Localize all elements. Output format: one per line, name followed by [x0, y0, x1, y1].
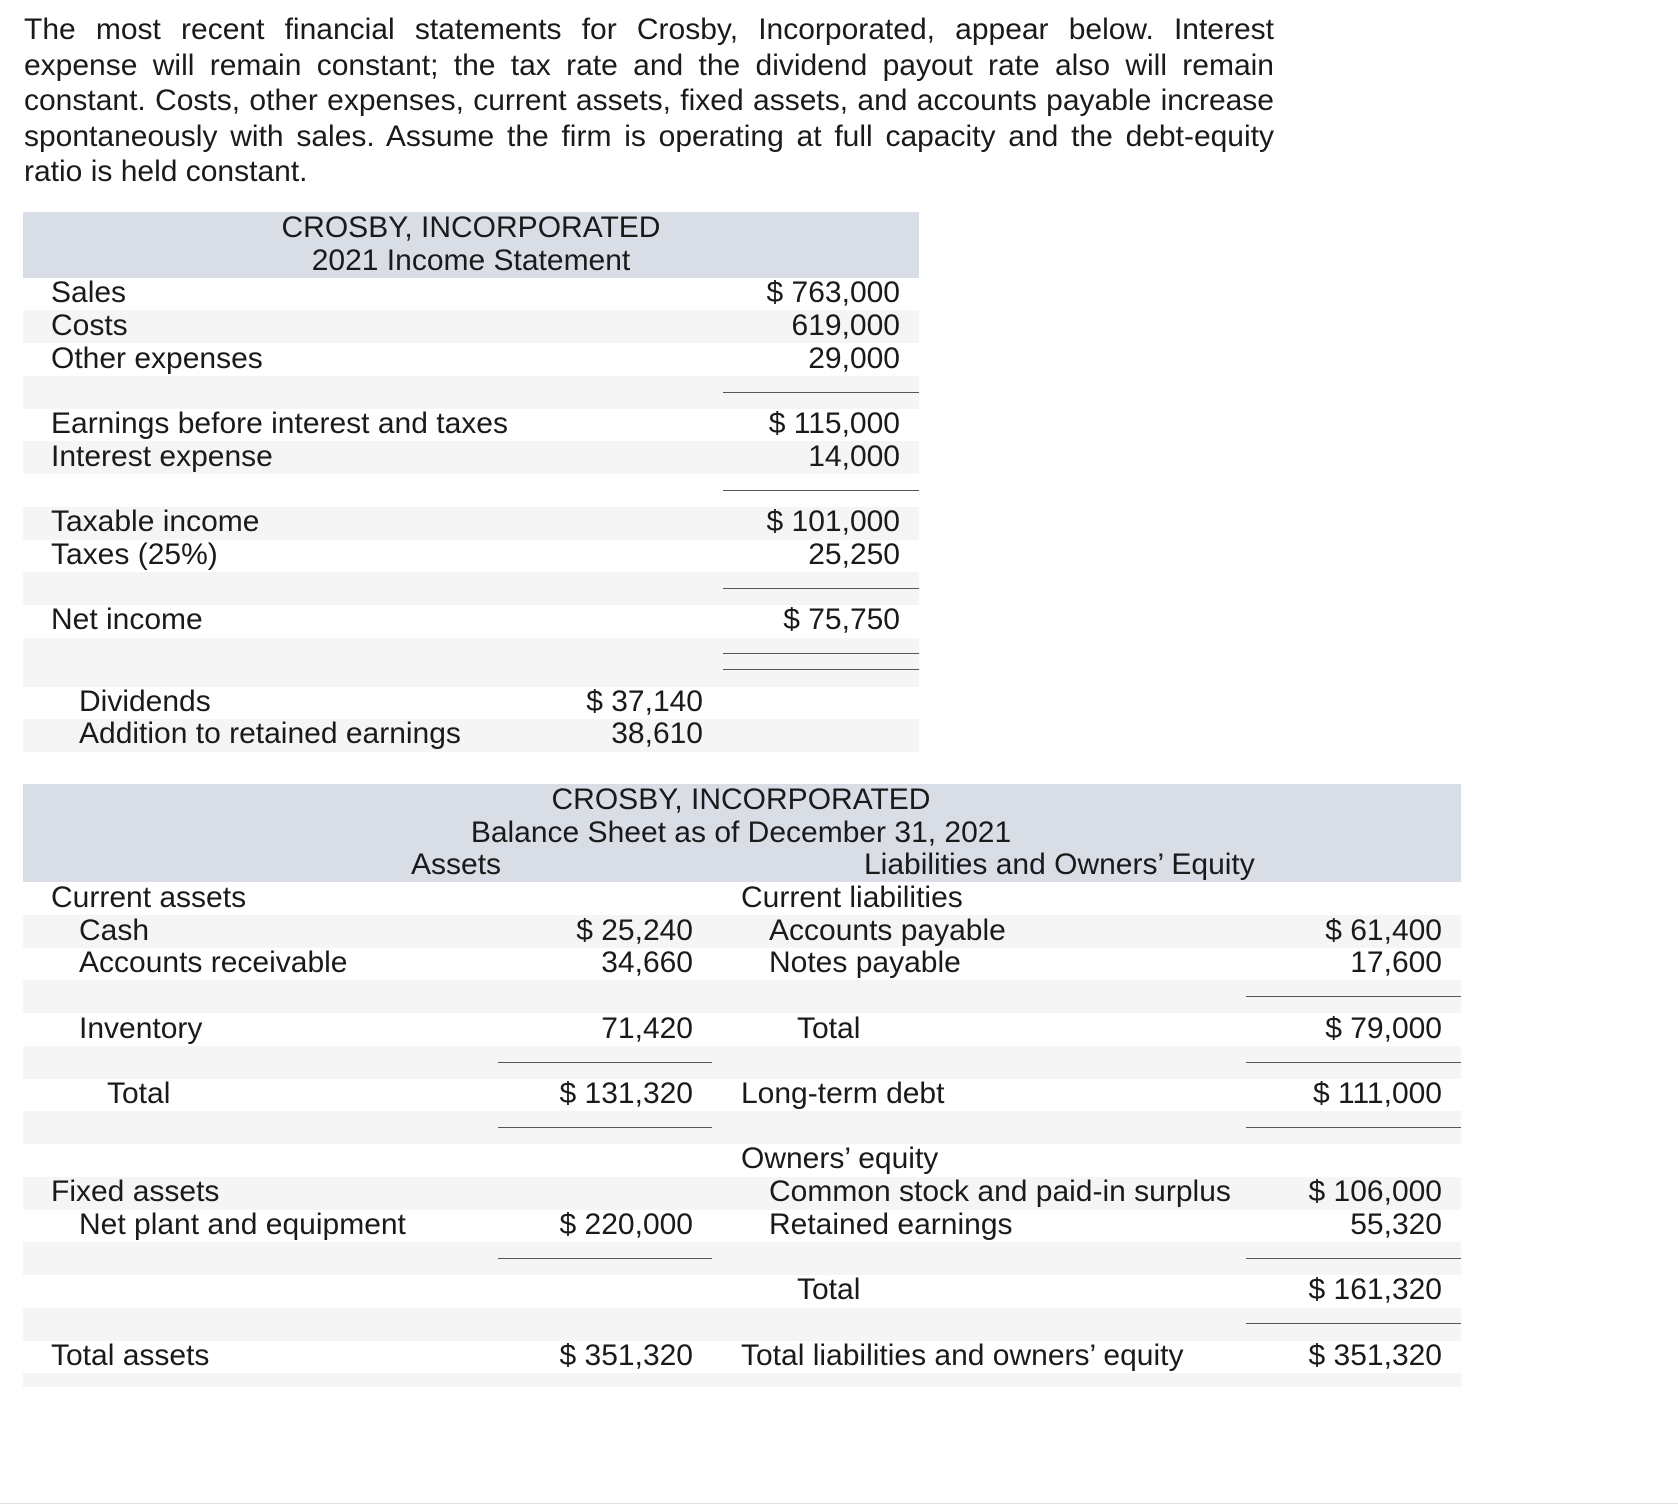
total-assets-label: Total assets [51, 1339, 210, 1372]
net-plant-label: Net plant and equipment [79, 1208, 406, 1241]
stripe [23, 638, 919, 687]
underline [1246, 1323, 1461, 1324]
underline [498, 1127, 712, 1128]
accounts-payable-value: $ 61,400 [1325, 914, 1442, 947]
underline [723, 490, 919, 491]
taxable-income-value: $ 101,000 [766, 505, 900, 538]
dividends-value: $ 37,140 [586, 685, 703, 718]
current-liabilities-total-value: $ 79,000 [1325, 1012, 1442, 1045]
ebit-label: Earnings before interest and taxes [51, 407, 508, 440]
net-plant-value: $ 220,000 [559, 1208, 693, 1241]
addition-re-label: Addition to retained earnings [79, 717, 461, 750]
underline [1246, 1258, 1461, 1259]
cash-label: Cash [79, 914, 150, 947]
total-assets-value: $ 351,320 [559, 1339, 693, 1372]
balance-title: Balance Sheet as of December 31, 2021 [470, 816, 1012, 849]
accounts-receivable-label: Accounts receivable [79, 946, 348, 979]
notes-payable-label: Notes payable [769, 946, 961, 979]
other-expenses-value: 29,000 [808, 342, 900, 375]
underline [498, 1258, 712, 1259]
underline [1246, 996, 1461, 997]
net-income-value: $ 75,750 [783, 603, 900, 636]
income-company: CROSBY, INCORPORATED [281, 211, 661, 244]
stripe [23, 1308, 1461, 1341]
dividends-label: Dividends [79, 685, 211, 718]
accounts-payable-label: Accounts payable [769, 914, 1006, 947]
long-term-debt-value: $ 111,000 [1312, 1077, 1442, 1110]
taxes-value: 25,250 [808, 538, 900, 571]
current-assets-label: Current assets [51, 881, 247, 914]
retained-earnings-label: Retained earnings [769, 1208, 1013, 1241]
other-expenses-label: Other expenses [51, 342, 263, 375]
page-divider [0, 1503, 1678, 1504]
addition-re-value: 38,610 [611, 717, 703, 750]
owners-equity-total-value: $ 161,320 [1308, 1273, 1442, 1306]
ebit-value: $ 115,000 [768, 407, 900, 440]
inventory-value: 71,420 [601, 1012, 693, 1045]
current-assets-total-label: Total [107, 1077, 171, 1110]
current-liabilities-label: Current liabilities [741, 881, 963, 914]
underline [498, 1062, 712, 1063]
fixed-assets-label: Fixed assets [51, 1175, 220, 1208]
current-liabilities-total-label: Total [797, 1012, 861, 1045]
current-assets-total-value: $ 131,320 [559, 1077, 693, 1110]
underline [1246, 1062, 1461, 1063]
cash-value: $ 25,240 [576, 914, 693, 947]
notes-payable-value: 17,600 [1350, 946, 1442, 979]
owners-equity-label: Owners’ equity [741, 1142, 939, 1175]
taxes-label: Taxes (25%) [51, 538, 218, 571]
long-term-debt-label: Long-term debt [741, 1077, 945, 1110]
problem-intro: The most recent financial statements for Crosby, Incorporated, appear below. Interest expense will remain constant; the tax rate and the dividend payout rate also will remain constant. Costs, other expenses, current assets, fixed assets, and accounts payable increase spontaneously with sales. Assume the firm is operating at full capacity and the debt-equity ratio is held constant. [24, 13, 1274, 188]
taxable-income-label: Taxable income [51, 505, 260, 538]
income-title: 2021 Income Statement [311, 244, 631, 277]
common-stock-value: $ 106,000 [1308, 1175, 1442, 1208]
accounts-receivable-value: 34,660 [601, 946, 693, 979]
balance-company: CROSBY, INCORPORATED [551, 783, 931, 816]
interest-label: Interest expense [51, 440, 273, 473]
double-underline-top [723, 653, 919, 654]
liabilities-header: Liabilities and Owners’ Equity [864, 848, 1255, 881]
retained-earnings-value: 55,320 [1350, 1208, 1442, 1241]
total-liab-equity-label: Total liabilities and owners’ equity [741, 1339, 1184, 1372]
common-stock-label: Common stock and paid-in surplus [769, 1175, 1231, 1208]
inventory-label: Inventory [79, 1012, 203, 1045]
sales-value: $ 763,000 [766, 276, 900, 309]
costs-value: 619,000 [791, 309, 900, 342]
assets-header: Assets [411, 848, 502, 881]
underline [723, 392, 919, 393]
total-liab-equity-value: $ 351,320 [1308, 1339, 1442, 1372]
double-underline-bottom [723, 669, 919, 670]
costs-label: Costs [51, 309, 128, 342]
underline [1246, 1127, 1461, 1128]
interest-value: 14,000 [808, 440, 900, 473]
underline [723, 588, 919, 589]
net-income-label: Net income [51, 603, 203, 636]
owners-equity-total-label: Total [797, 1273, 861, 1306]
sales-label: Sales [51, 276, 127, 309]
stripe [23, 1373, 1461, 1387]
